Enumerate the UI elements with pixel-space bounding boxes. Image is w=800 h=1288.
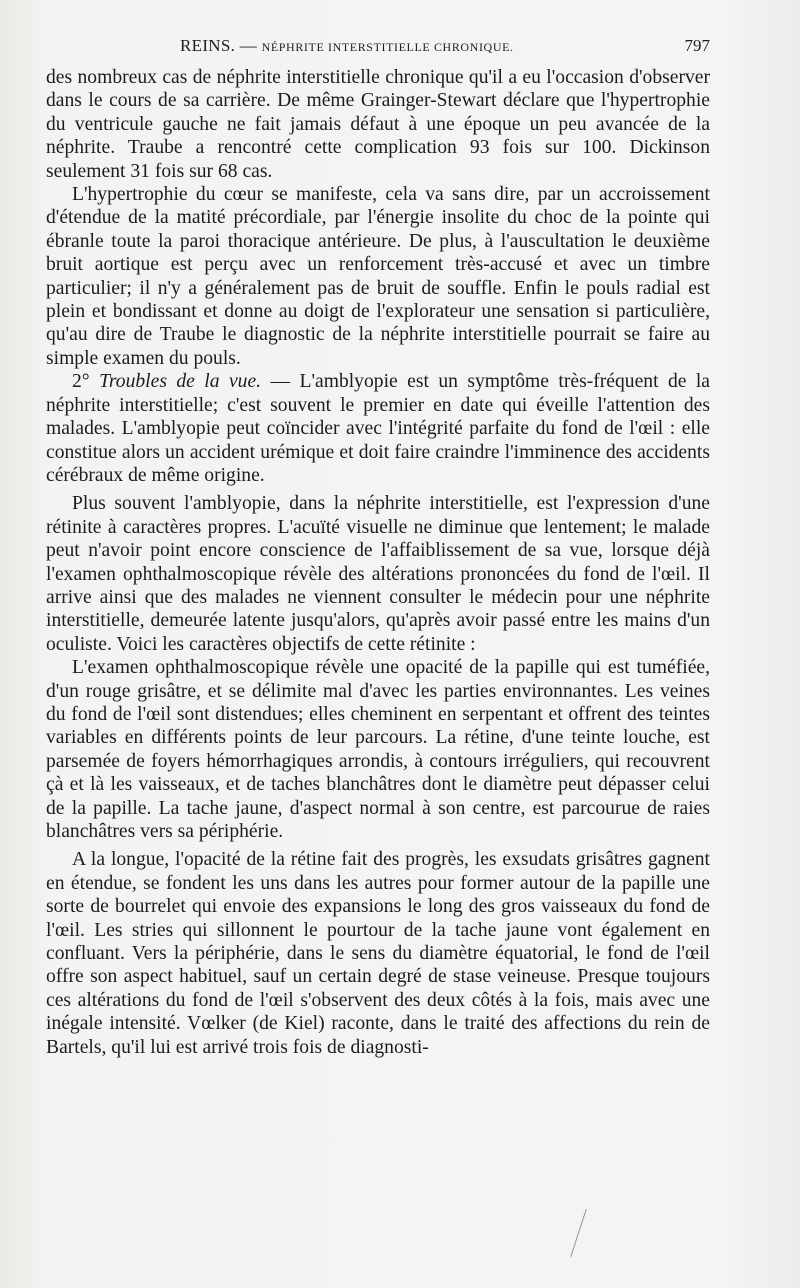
section-text: — L'amblyopie est un symptôme très-fréquent de la néphrite interstitielle; c'est souvent le premier en date qui éveille l'attention des malades. L'amblyopie peut coïncider avec l'intégrité parfaite du fond de l'œil : elle constitue alors un accident urémique et doit faire craindre l'imminence des accidents cérébraux de même origine. bbox=[46, 371, 711, 486]
running-head-subtitle: NÉPHRITE INTERSTITIELLE CHRONIQUE. bbox=[261, 40, 514, 54]
paragraph-heart-hypertrophy: L'hypertrophie du cœur se manifeste, cela va sans dire, par un accroissement d'étendue de la matité précordiale, par l'énergie insolite du choc de la pointe qui ébranle toute la paroi thoracique antérieure. De plus, à l'auscultation le deuxième bruit aortique est perçu avec un renforcement très-accusé et avec un timbre particulier; il n'y a généralement pas de bruit de souffle. Enfin le pouls radial est plein et bondissant et donne au doigt de l'explorateur une sensation si particulière, qu'au dire de Traube le diagnostic de la néphrite interstitielle pourrait se faire au simple examen du pouls. bbox=[46, 184, 710, 369]
body-text bbox=[46, 66, 710, 1059]
section-number: 2° bbox=[72, 371, 90, 393]
section-title: Troubles de la vue. bbox=[99, 371, 262, 393]
running-head bbox=[180, 36, 514, 56]
page-header bbox=[46, 36, 710, 58]
section-vision-troubles bbox=[46, 370, 710, 487]
paragraph-continued: des nombreux cas de néphrite interstitielle chronique qu'il a eu l'occasion d'observer dans le cours de sa carrière. De même Grainger-Stewart déclare que l'hypertrophie du ventricule gauche ne fait jamais défaut à une époque un peu avancée de la néphrite. Traube a rencontré cette complication 93 fois sur 100. Dickinson seulement 31 fois sur 68 cas. bbox=[46, 67, 710, 182]
running-head-main: REINS. — bbox=[180, 36, 262, 55]
paragraph-progression: A la longue, l'opacité de la rétine fait des progrès, les exsudats grisâtres gagnent en étendue, se fondent les uns dans les autres pour former autour de la papille une sorte de bourrelet qui envoie des expansions le long des gros vaisseaux du fond de l'œil. Les stries qui sillonnent le pourtour de la tache jaune vont également en confluant. Vers la périphérie, dans le sens du diamètre équatorial, le fond de l'œil offre son aspect habituel, sauf un certain degré de stase veineuse. Presque toujours ces altérations du fond de l'œil s'observent des deux côtés à la fois, mais avec une inégale intensité. Vœlker (de Kiel) raconte, dans le traité des affections du rein de Bartels, qu'il lui est arrivé trois fois de diagnosti- bbox=[46, 849, 710, 1058]
pencil-mark bbox=[570, 1209, 586, 1257]
page-number: 797 bbox=[684, 36, 710, 55]
paragraph-retinitis: Plus souvent l'amblyopie, dans la néphrite interstitielle, est l'expression d'une rétinite à caractères propres. L'acuïté visuelle ne diminue que lentement; le malade peut n'avoir point encore conscience de l'affaiblissement de sa vue, lorsque déjà l'examen ophthalmoscopique révèle des altérations prononcées du fond de l'œil. Il arrive ainsi que des malades ne viennent consulter le médecin pour une néphrite interstitielle, demeurée latente jusqu'alors, qu'après avoir passé entre les mains d'un oculiste. Voici les caractères objectifs de cette rétinite : bbox=[46, 493, 710, 655]
paragraph-ophthalmoscopic-exam: L'examen ophthalmoscopique révèle une opacité de la papille qui est tuméfiée, d'un rouge grisâtre, et se délimite mal d'avec les parties environnantes. Les veines du fond de l'œil sont distendues; elles cheminent en serpentant et offrent des teintes variables en différents points de leur parcours. La rétine, d'une teinte louche, est parsemée de foyers hémorrhagiques arrondis, à contours irréguliers, qui recouvrent çà et là les vaisseaux, et de taches blanchâtres dont le diamètre peut dépasser celui de la papille. La tache jaune, d'aspect normal à son centre, est parcourue de raies blanchâtres vers sa périphérie. bbox=[46, 657, 710, 842]
